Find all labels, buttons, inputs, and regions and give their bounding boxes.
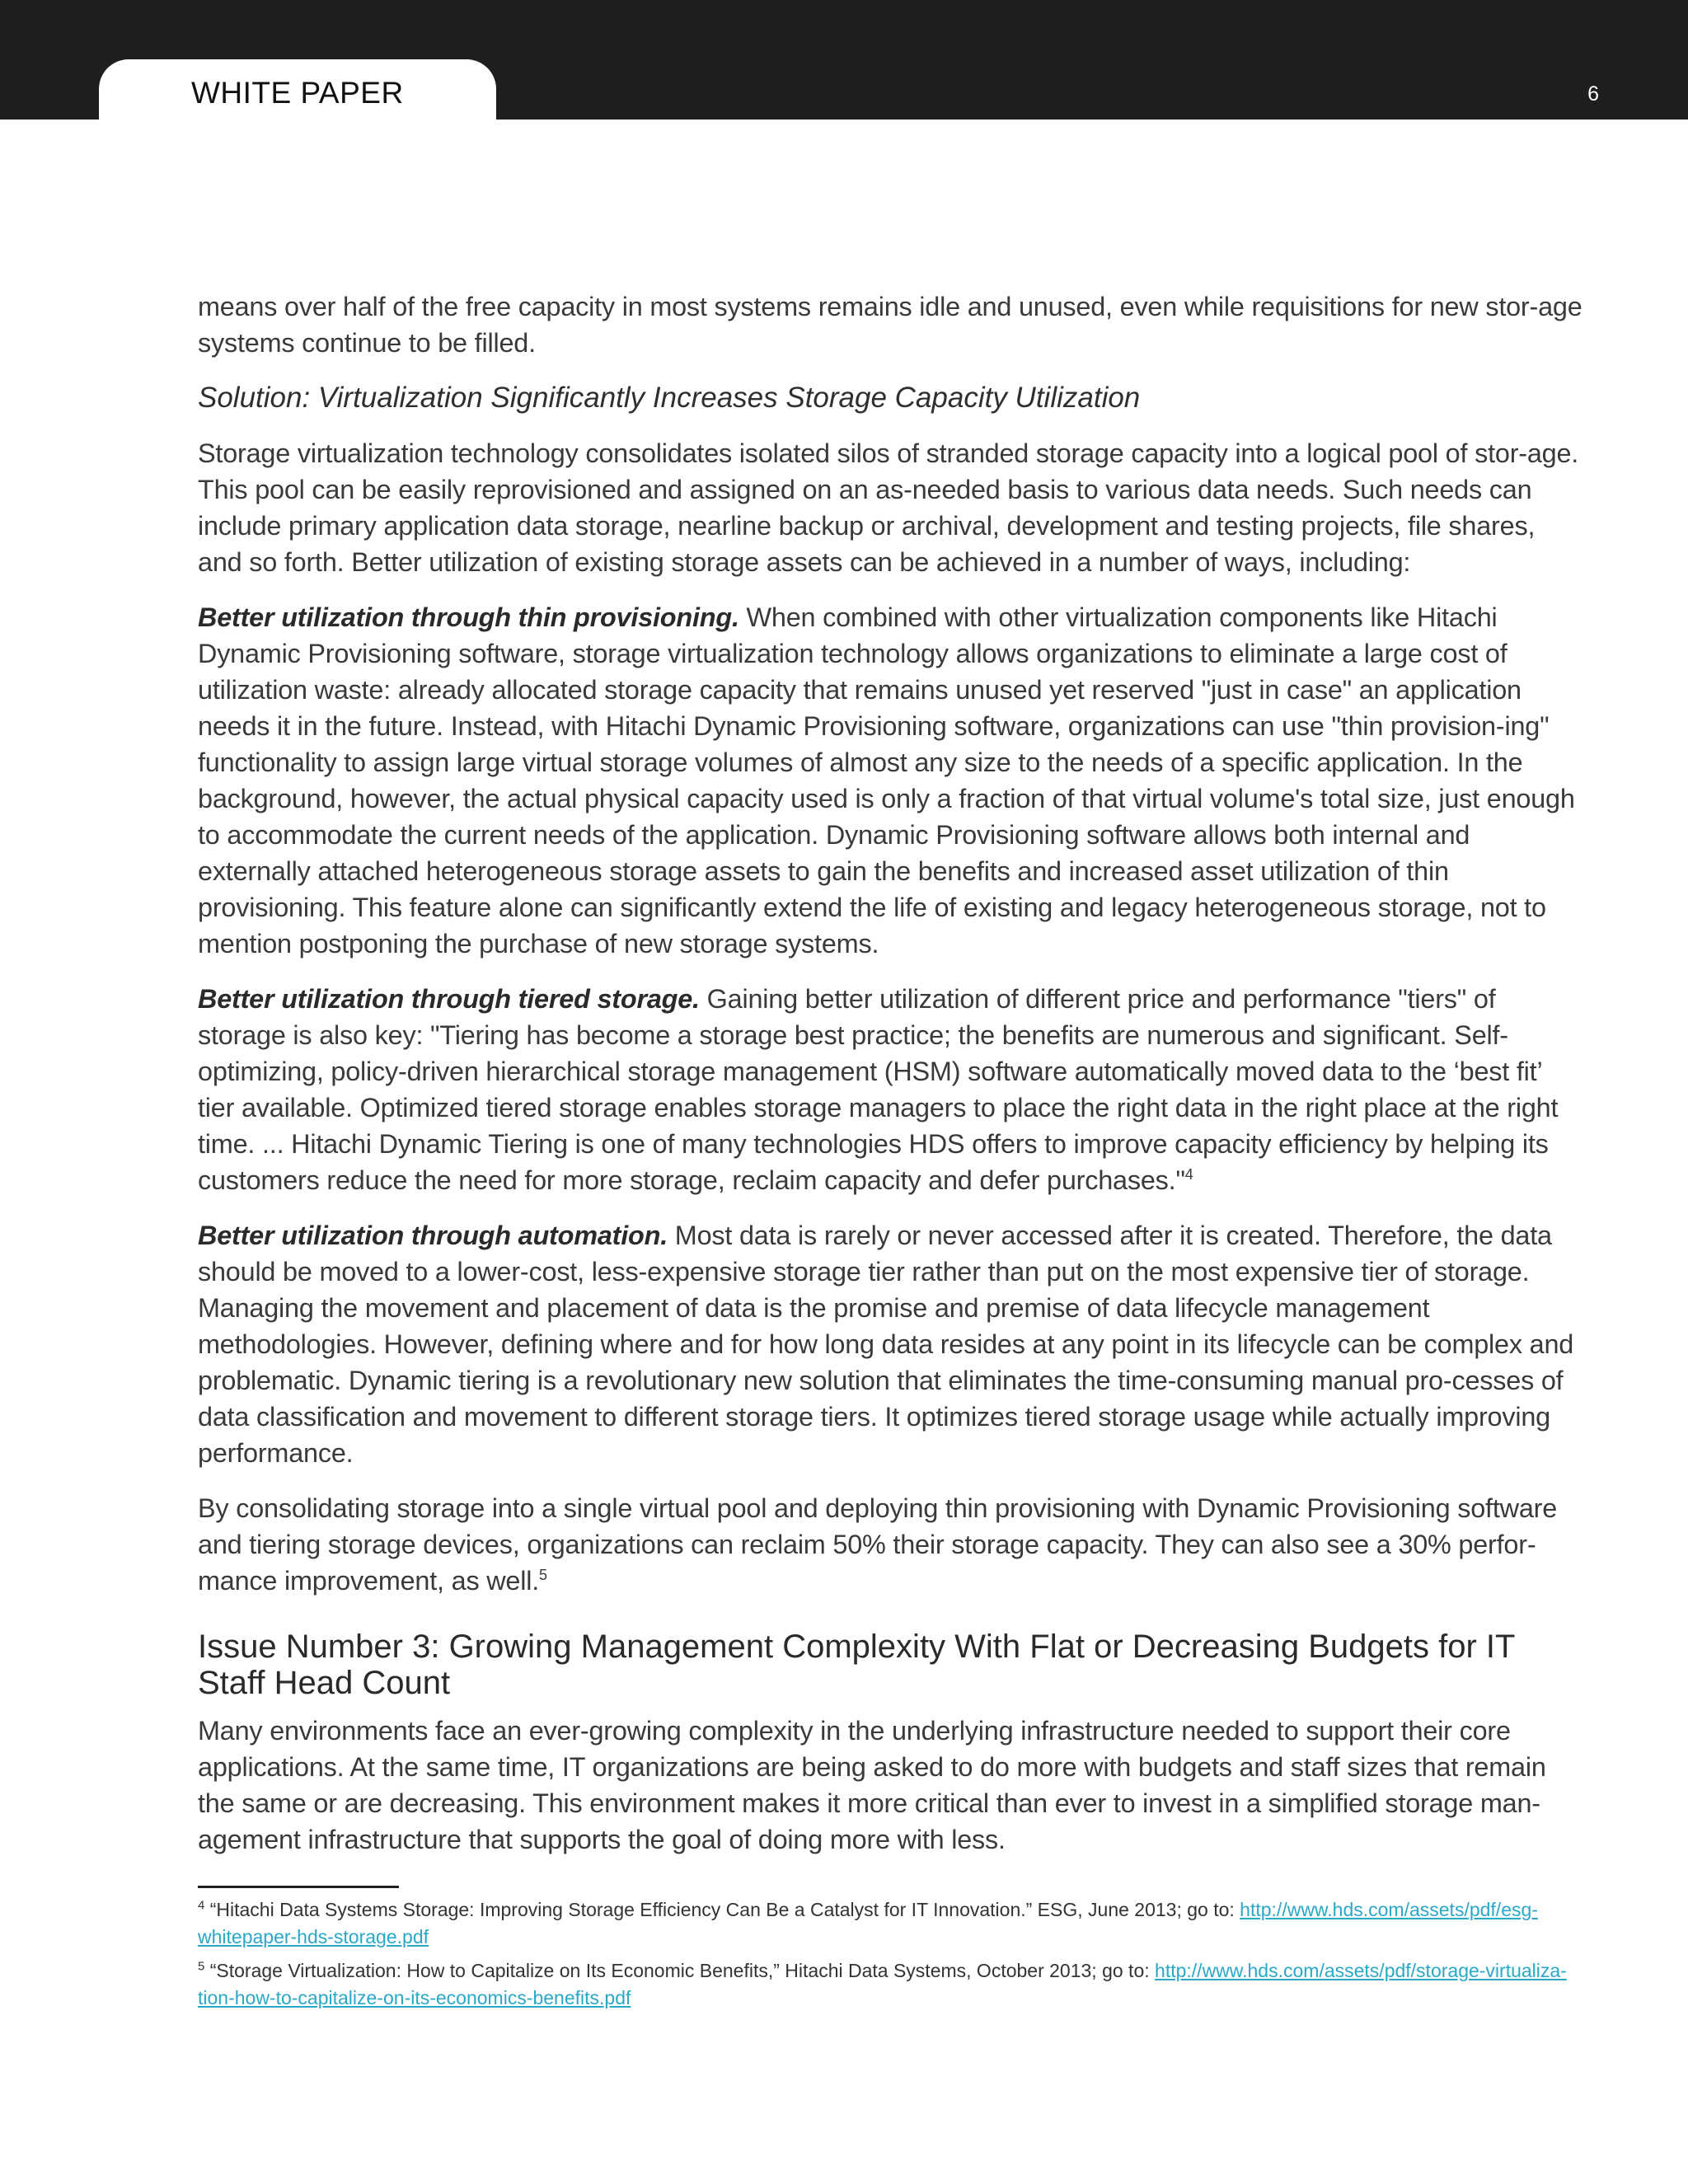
footnote-link[interactable]: http://www.hds.com/assets/pdf/esg-whitepaper-hds-storage.pdf xyxy=(198,1899,1538,1947)
run-in-heading-automation: Better utilization through automation. xyxy=(198,1221,668,1250)
footnote-text: “Hitachi Data Systems Storage: Improving Storage Efficiency Can Be a Catalyst for IT Innovation.” ESG, June 2013; go to: xyxy=(204,1899,1240,1920)
footnote-divider xyxy=(198,1886,399,1888)
paragraph-intro: means over half of the free capacity in most systems remains idle and unused, even while requisitions for new stor-age systems continue to be filled. xyxy=(198,292,1582,358)
document-type-label: WHITE PAPER xyxy=(191,76,404,110)
page-number: 6 xyxy=(1587,82,1599,105)
footnote-reference[interactable]: 5 xyxy=(539,1567,547,1584)
paragraph-automation xyxy=(198,1217,1582,1471)
footnote-text: “Storage Virtualization: How to Capitalize on Its Economic Benefits,” Hitachi Data Systems, October 2013; go to: xyxy=(204,1960,1156,1981)
paragraph-thin-provisioning xyxy=(198,599,1582,962)
paragraph-virtualization: Storage virtualization technology consolidates isolated silos of stranded storage capacity into a logical pool of stor-age. This pool can be easily reprovisioned and assigned on an as-needed basis to various data needs. Such needs can include primary application data storage, nearline backup or archival, development and testing projects, file shares, and so forth. Better utilization of existing storage assets can be achieved in a number of ways, including: xyxy=(198,438,1579,577)
paragraph-consolidation xyxy=(198,1490,1582,1599)
footnote-reference[interactable]: 4 xyxy=(1184,1166,1193,1183)
footnote-5 xyxy=(198,1957,1582,2012)
paragraph-tiered-storage xyxy=(198,981,1582,1198)
paragraph-text: Most data is rarely or never accessed after it is created. Therefore, the data should be moved to a lower-cost, less-expensive storage tier rather than put on the most expensive tier of storage. Managing the movement and placement of data is the promise and premise of data lifecycle management methodologies. However, defining where and for how long data resides at any point in its lifecycle can be complex and problematic. Dynamic tiering is a revolutionary new solution that eliminates the time-consuming manual pro-cesses of data classification and movement to different storage tiers. It optimizes tiered storage usage while actually improving performance. xyxy=(198,1221,1574,1468)
footnote-mark: 4 xyxy=(198,1898,205,1913)
paragraph-text: Gaining better utilization of different price and performance "tiers" of storage is also key: "Tiering has become a storage best practice; the benefits are numerous and significant. Self-optimizing, policy-driven hierarchical storage management (HSM) software automatically moved data to the ‘best fit’ tier available. Optimized tiered storage enables storage managers to place the right data in the right place at the right time. ... Hitachi Dynamic Tiering is one of many technologies HDS offers to improve capacity efficiency by helping its customers reduce the need for more storage, reclaim capacity and defer purchases." xyxy=(198,984,1559,1195)
run-in-heading-tiered-storage: Better utilization through tiered storage. xyxy=(198,984,700,1014)
paragraph-text: When combined with other virtualization components like Hitachi Dynamic Provisioning software, storage virtualization technology allows organizations to eliminate a large cost of utilization waste: already allocated storage capacity that remains unused yet reserved "just in case" an application needs it in the future. Instead, with Hitachi Dynamic Provisioning software, organizations can use "thin provision-ing" functionality to assign large virtual storage volumes of almost any size to the needs of a specific application. In the background, however, the actual physical capacity used is only a fraction of that virtual volume's total size, just enough to accommodate the current needs of the application. Dynamic Provisioning software allows both internal and externally attached heterogeneous storage assets to gain the benefits and increased asset utilization of thin provisioning. This feature alone can significantly extend the life of existing and legacy heterogeneous storage, not to mention postponing the purchase of new storage systems. xyxy=(198,602,1575,958)
footnote-mark: 5 xyxy=(198,1959,205,1974)
section-heading-issue-3: Issue Number 3: Growing Management Complexity With Flat or Decreasing Budgets for IT Staff Head Count xyxy=(198,1629,1515,1701)
page-body xyxy=(198,288,1582,2018)
run-in-heading-thin-provisioning: Better utilization through thin provisioning. xyxy=(198,602,739,632)
footnote-link[interactable]: http://www.hds.com/assets/pdf/storage-virtualiza-tion-how-to-capitalize-on-its-economics-benefits.pdf xyxy=(198,1960,1567,2008)
subheading-solution: Solution: Virtualization Significantly Increases Storage Capacity Utilization xyxy=(198,382,1141,414)
paragraph-management-complexity: Many environments face an ever-growing complexity in the underlying infrastructure needed to support their core applications. At the same time, IT organizations are being asked to do more with budgets and staff sizes that remain the same or are decreasing. This environment makes it more critical than ever to invest in a simplified storage man-agement infrastructure that supports the goal of doing more with less. xyxy=(198,1716,1546,1854)
footnote-4 xyxy=(198,1896,1582,1951)
paragraph-text: By consolidating storage into a single virtual pool and deploying thin provisioning with Dynamic Provisioning software and tiering storage devices, organizations can reclaim 50% their storage capacity. They can also see a 30% perfor-mance improvement, as well. xyxy=(198,1493,1558,1596)
